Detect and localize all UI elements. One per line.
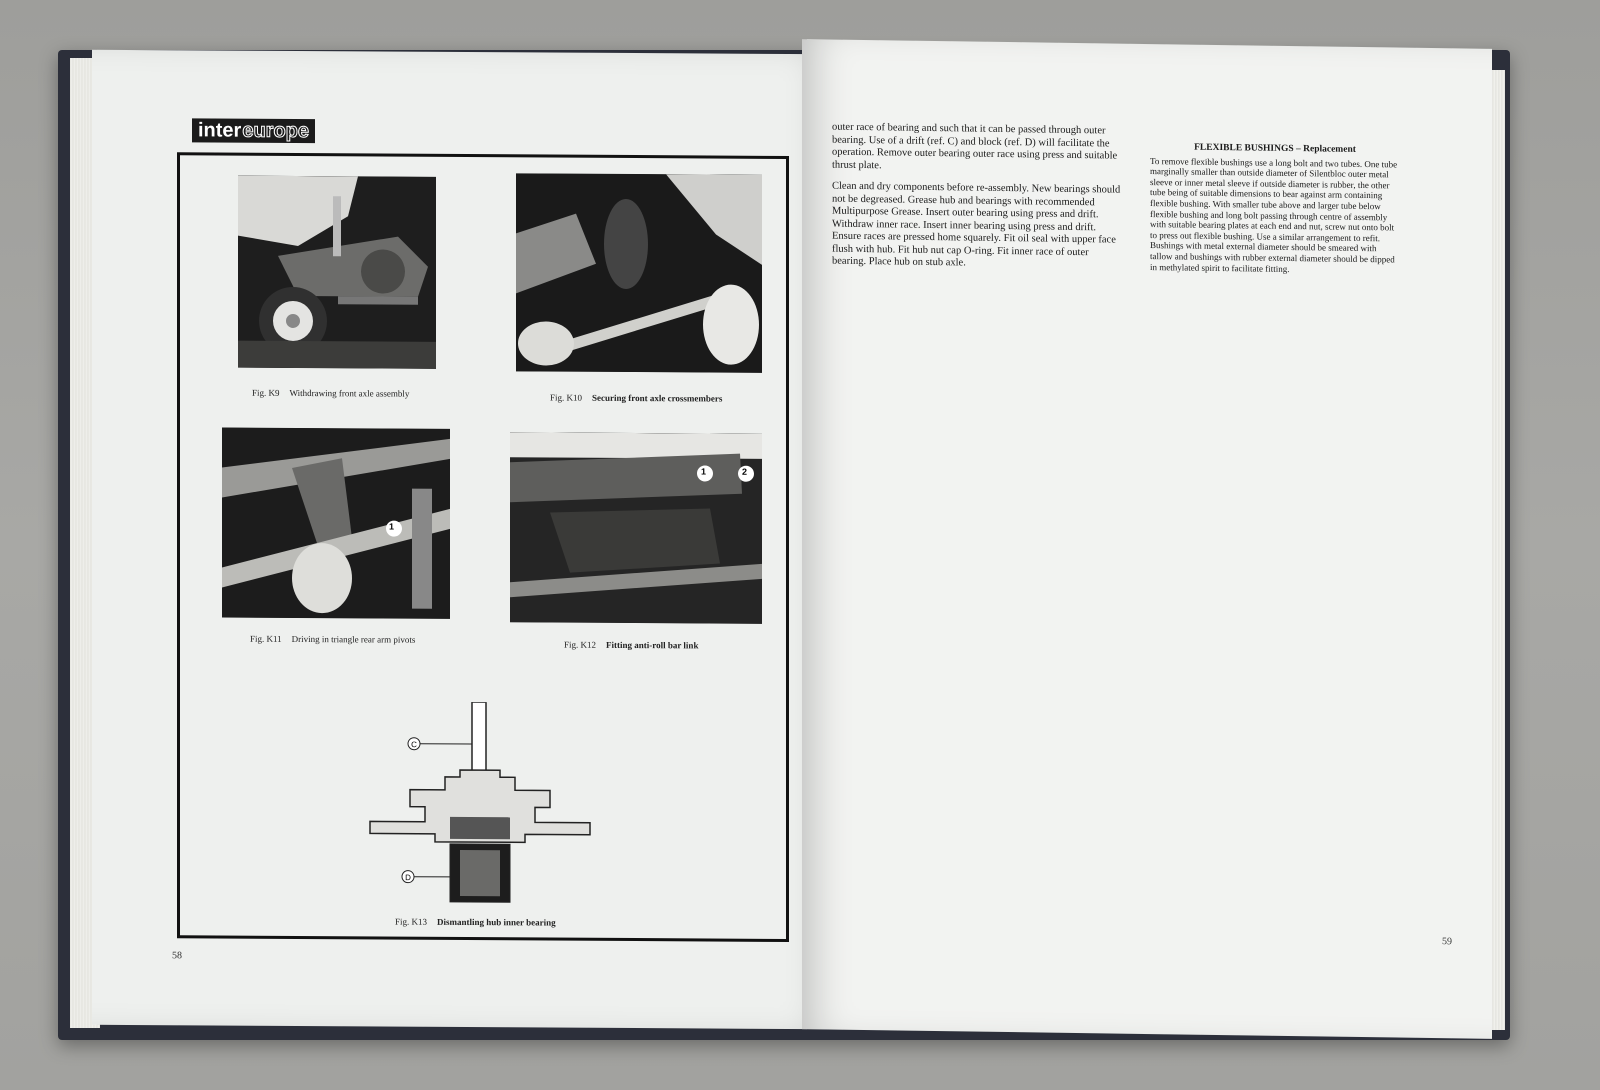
logo-text-europe: europe xyxy=(242,119,310,142)
caption-title-k12: Fitting anti-roll bar link xyxy=(606,639,699,651)
caption-fig-k13 xyxy=(395,917,556,928)
figures-frame xyxy=(177,152,789,942)
caption-title-k10: Securing front axle crossmembers xyxy=(592,392,723,404)
callout-k12-2: 2 xyxy=(742,466,748,477)
right-page xyxy=(802,39,1492,1039)
logo-text-inter: inter xyxy=(198,118,242,142)
callout-k13-c: C xyxy=(411,740,417,750)
text-column-1 xyxy=(832,122,1122,282)
caption-fig-k12 xyxy=(564,640,698,651)
caption-label-k13: Fig. K13 xyxy=(395,916,428,927)
caption-fig-k9 xyxy=(252,388,409,399)
callout-k12-1: 1 xyxy=(701,466,707,477)
caption-title-k9: Withdrawing front axle assembly xyxy=(289,387,410,399)
caption-label-k12: Fig. K12 xyxy=(564,639,597,650)
callout-k11-1: 1 xyxy=(389,521,395,532)
photo-fig-k10 xyxy=(516,173,762,373)
photo-fig-k11 xyxy=(222,428,450,619)
paragraph-flexible-bushings: To remove flexible bushings use a long bolt and two tubes. One tube marginally smaller than outside diameter of Silentbloc outer metal sleeve or inner metal sleeve if outside diameter is rubber, the other tube being of suitable dimensions to bear against arm containing flexible bushing. With smaller tube above and larger tube below flexible bushing and long bolt passing through centre of assembly with suitable bearing plates at each end and nut, screw nut onto bolt to press out flexible bushing. Use a similar arrangement to refit. Bushings with metal external diameter should be smeared with tallow and bushings with rubber external diameter should be dipped in methylated spirit to facilitate fitting. xyxy=(1150,155,1398,274)
diagram-fig-k13 xyxy=(360,701,620,913)
photo-fig-k9 xyxy=(238,176,436,369)
left-page xyxy=(92,50,837,1030)
caption-title-k13: Dismantling hub inner bearing xyxy=(437,916,556,928)
text-column-2 xyxy=(1150,142,1400,285)
caption-label-k9: Fig. K9 xyxy=(252,387,280,398)
caption-fig-k10 xyxy=(550,393,722,404)
page-number-right: 59 xyxy=(1442,936,1452,948)
open-book xyxy=(52,40,1512,1040)
page-number-left: 58 xyxy=(172,950,182,962)
paragraph-reassembly: Clean and dry components before re-assembly. New bearings should not be degreased. Grease hub and bearings with recommended Multipurpose Grease. Insert outer bearing using press and drift. Withdraw inner race. Insert inner bearing using press and drift. Ensure races are pressed home squarely. Fit oil seal with upper face flush with hub. Fit hub nut cap O-ring. Fit inner race of outer bearing. Place hub on stub axle. xyxy=(832,180,1121,269)
publisher-logo xyxy=(192,118,315,143)
photo-fig-k12 xyxy=(510,432,762,624)
paragraph-bearing-race: outer race of bearing and such that it can be passed through outer bearing. Use of a drift (ref. C) and block (ref. D) will facilitate the operation. Remove outer bearing outer race using press and suitable thrust plate. xyxy=(832,121,1118,171)
callout-k13-d: D xyxy=(405,873,411,883)
caption-fig-k11 xyxy=(250,634,415,645)
caption-label-k10: Fig. K10 xyxy=(550,392,583,403)
caption-title-k11: Driving in triangle rear arm pivots xyxy=(291,633,416,645)
heading-flexible-bushings: FLEXIBLE BUSHINGS – Replacement xyxy=(1194,142,1356,155)
caption-label-k11: Fig. K11 xyxy=(250,633,282,644)
